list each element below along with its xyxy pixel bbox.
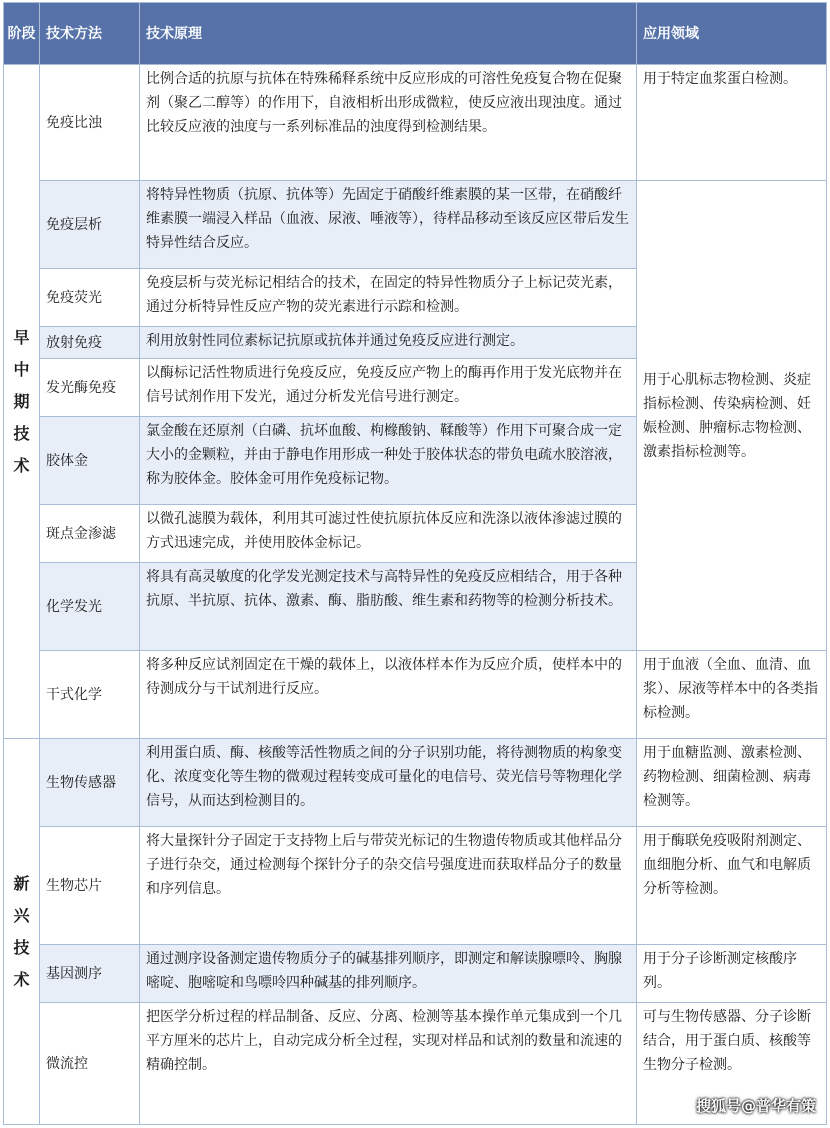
principle-cell: 以微孔滤膜为载体，利用其可滤过性使抗原抗体反应和洗涤以液体渗滤过膜的方式迅速完成，并使用胶体金标记。 (140, 505, 637, 563)
application-cell: 用于血液（全血、血清、血浆）、尿液等样本中的各类指标检测。 (637, 651, 827, 739)
principle-cell: 比例合适的抗原与抗体在特殊稀释系统中反应形成的可溶性免疫复合物在促聚剂（聚乙二醇等）的作用下，自液相析出形成微粒，使反应液出现浊度。通过比较反应液的浊度与一系列标准品的浊度得到检测结果。 (140, 65, 637, 181)
principle-cell: 将多种反应试剂固定在干燥的载体上，以液体样本作为反应介质，使样本中的待测成分与干试剂进行反应。 (140, 651, 637, 739)
method-cell: 免疫荧光 (40, 269, 140, 327)
table-row (4, 181, 827, 269)
principle-cell: 氯金酸在还原剂（白磷、抗坏血酸、枸橼酸钠、鞣酸等）作用下可聚合成一定大小的金颗粒，并由于静电作用形成一种处于胶体状态的带负电疏水胶溶液，称为胶体金。胶体金可用作免疫标记物。 (140, 417, 637, 505)
application-cell: 用于分子诊断测定核酸序列。 (637, 945, 827, 1003)
table-row (4, 739, 827, 827)
table-row (4, 651, 827, 739)
principle-cell: 将特异性物质（抗原、抗体等）先固定于硝酸纤维素膜的某一区带，在硝酸纤维素膜一端浸入样品（血液、尿液、唾液等），待样品移动至该反应区带后发生特异性结合反应。 (140, 181, 637, 269)
watermark: 搜狐号@普华有策 (695, 1097, 816, 1115)
principle-cell: 将具有高灵敏度的化学发光测定技术与高特异性的免疫反应相结合，用于各种抗原、半抗原、抗体、激素、酶、脂肪酸、维生素和药物等的检测分析技术。 (140, 563, 637, 651)
principle-cell: 免疫层析与荧光标记相结合的技术，在固定的特异性物质分子上标记荧光素，通过分析特异性反应产物的荧光素进行示踪和检测。 (140, 269, 637, 327)
method-cell: 基因测序 (40, 945, 140, 1003)
principle-cell: 以酶标记活性物质进行免疫反应，免疫反应产物上的酶再作用于发光底物并在信号试剂作用下发光，通过分析发光信号进行测定。 (140, 359, 637, 417)
application-cell: 可与生物传感器、分子诊断结合，用于蛋白质、核酸等生物分子检测。 (637, 1003, 827, 1125)
header-application: 应用领域 (637, 3, 827, 65)
method-cell: 发光酶免疫 (40, 359, 140, 417)
application-cell: 用于心肌标志物检测、炎症指标检测、传染病检测、妊娠检测、肿瘤标志物检测、激素指标检测等。 (637, 181, 827, 651)
application-cell: 用于特定血浆蛋白检测。 (637, 65, 827, 181)
method-cell: 放射免疫 (40, 327, 140, 359)
method-cell: 生物传感器 (40, 739, 140, 827)
stage-early: 早中期技术 (4, 65, 40, 739)
table-row (4, 827, 827, 945)
header-principle: 技术原理 (140, 3, 637, 65)
table-row (4, 945, 827, 1003)
application-cell: 用于血糖监测、激素检测、药物检测、细菌检测、病毒检测等。 (637, 739, 827, 827)
method-cell: 微流控 (40, 1003, 140, 1125)
header-stage: 阶段 (4, 3, 40, 65)
principle-cell: 通过测序设备测定遗传物质分子的碱基排列顺序，即测定和解读腺嘌呤、胸腺嘧啶、胞嘧啶和鸟嘌呤四种碱基的排列顺序。 (140, 945, 637, 1003)
application-cell: 用于酶联免疫吸附剂测定、血细胞分析、血气和电解质分析等检测。 (637, 827, 827, 945)
principle-cell: 利用蛋白质、酶、核酸等活性物质之间的分子识别功能，将待测物质的构象变化、浓度变化等生物的微观过程转变成可量化的电信号、荧光信号等物理化学信号，从而达到检测目的。 (140, 739, 637, 827)
principle-cell: 利用放射性同位素标记抗原或抗体并通过免疫反应进行测定。 (140, 327, 637, 359)
method-cell: 化学发光 (40, 563, 140, 651)
technology-table (3, 2, 827, 1125)
method-cell: 免疫比浊 (40, 65, 140, 181)
method-cell: 干式化学 (40, 651, 140, 739)
method-cell: 生物芯片 (40, 827, 140, 945)
header-row (4, 3, 827, 65)
method-cell: 斑点金渗滤 (40, 505, 140, 563)
principle-cell: 把医学分析过程的样品制备、反应、分离、检测等基本操作单元集成到一个几平方厘米的芯片上，自动完成分析全过程，实现对样品和试剂的数量和流速的精确控制。 (140, 1003, 637, 1125)
stage-new: 新兴技术 (4, 739, 40, 1125)
principle-cell: 将大量探针分子固定于支持物上后与带荧光标记的生物遗传物质或其他样品分子进行杂交，通过检测每个探针分子的杂交信号强度进而获取样品分子的数量和序列信息。 (140, 827, 637, 945)
method-cell: 胶体金 (40, 417, 140, 505)
method-cell: 免疫层析 (40, 181, 140, 269)
table-row (4, 65, 827, 181)
header-method: 技术方法 (40, 3, 140, 65)
